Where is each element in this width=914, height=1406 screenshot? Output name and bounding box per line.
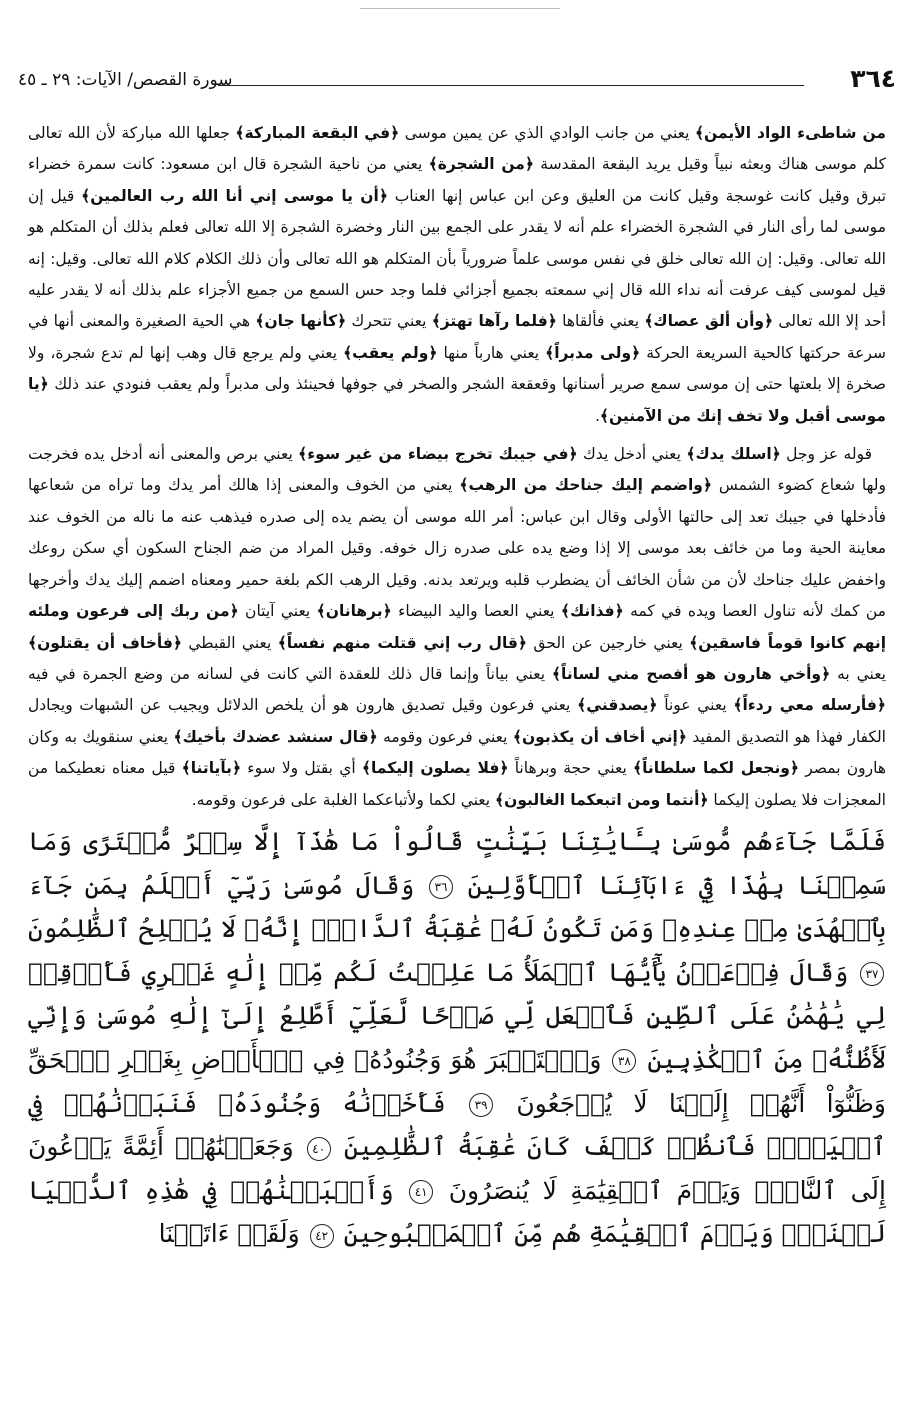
quran-quote: ﴿من الشجرة﴾ xyxy=(428,155,534,174)
ayah-number-marker: ٤٢ xyxy=(310,1224,334,1248)
quran-text-block xyxy=(28,820,886,1256)
commentary-text: يعني لكما ولأتباعكما الغلبة على فرعون وقومه. xyxy=(191,790,496,809)
quran-quote: من شاطىء الواد الأيمن﴾ xyxy=(694,124,886,142)
quran-quote: ﴿إني أخاف أن يكذبون﴾ xyxy=(512,727,687,746)
commentary-text: يعني ولم يرجع قال وهب إنها لم تدع شجرة، ولا صخرة إلا بلعتها حتى إن موسى سمع صرير أسنانها وقعقعة الشجر والصخر في جوفها فحينئذ ولى مدبراً ولم يعقب فنودي عند ذلك xyxy=(28,343,886,394)
quran-quote: ﴿اسلك يدك﴾ xyxy=(686,445,781,464)
commentary-text: يعني به xyxy=(830,664,886,683)
page-number: ٣٦٤ xyxy=(850,64,896,93)
ayah-number-marker: ٣٩ xyxy=(469,1093,493,1117)
header-rule xyxy=(218,85,804,86)
commentary-text: جعلها الله مباركة لأن الله تعالى كلم موسى هناك وبعثه نبياً وقيل يريد البقعة المقدسة xyxy=(28,124,886,174)
quran-quote: ﴿بآياتنا﴾ xyxy=(181,759,242,778)
quran-quote: ﴿واضمم إليك جناحك من الرهب﴾ xyxy=(459,476,712,495)
ayah-text: وَٱسۡتَكۡبَرَ هُوَ وَجُنُودُهُۥ فِي ٱلۡأَرۡضِ بِغَيۡرِ ٱلۡحَقِّ وَظَنُّوٓاْ أَنَّهُمۡ إِلَيۡنَا لَا يُرۡجَعُونَ xyxy=(28,1044,886,1118)
ayah-number-marker: ٤٠ xyxy=(307,1137,331,1161)
ayah-text: وَجَعَلۡنَٰهُمۡ أَئِمَّةً يَدۡعُونَ إِلَى ٱلنَّارِۖ وَيَوۡمَ ٱلۡقِيَٰمَةِ لَا يُنصَرُونَ xyxy=(28,1132,886,1205)
commentary-text: يعني حجة وبرهاناً xyxy=(508,759,634,778)
quran-quote: ﴿فأخاف أن يقتلون﴾ xyxy=(28,633,182,652)
quran-quote: ﴿فلما رآها تهتز﴾ xyxy=(431,312,557,331)
quran-quote: ﴿يصدقني﴾ xyxy=(577,696,658,715)
quran-quote: ﴿في البقعة المباركة﴾ xyxy=(235,124,400,142)
commentary-text: يعني آيتان xyxy=(238,602,317,621)
commentary-text: قيل معناه نعطيكما من المعجزات فلا يصلون إليكما xyxy=(28,759,886,809)
commentary-text: يعني فألقاها xyxy=(556,312,645,331)
commentary-text: يعني تتحرك xyxy=(346,312,432,331)
commentary-text: يعني سنقويك به وكان هارون بمصر xyxy=(28,727,887,778)
commentary-text: يعني القبطي xyxy=(181,633,278,652)
commentary-paragraph-2 xyxy=(28,439,886,816)
commentary-text: قوله عز وجل xyxy=(780,445,872,464)
ayah-text: وَأَتۡبَعۡنَٰهُمۡ فِي هَٰذِهِ ٱلدُّنۡيَا لَعۡنَةًۖ وَيَوۡمَ ٱلۡقِيَٰمَةِ هُم مِّنَ ٱلۡمَقۡبُوحِينَ xyxy=(28,1175,886,1249)
commentary-text: أي بقتل ولا سوء xyxy=(241,759,362,778)
ayah-number-marker: ٣٨ xyxy=(612,1049,636,1073)
ayah-text: وَقَالَ مُوسَىٰ رَبِّيٓ أَعۡلَمُ بِمَن جَآءَ بِٱلۡهُدَىٰ مِنۡ عِندِهِۦ وَمَن تَكُونُ لَهُۥ عَٰقِبَةُ ٱلدَّارِۖ إِنَّهُۥ لَا يُفۡلِحُ ٱلظَّٰلِمُونَ xyxy=(28,870,886,944)
quran-quote: ﴿وأخي هارون هو أفصح مني لساناً﴾ xyxy=(551,664,831,683)
quran-quote: ﴿قال سنشد عضدك بأخيك﴾ xyxy=(173,727,378,746)
running-title: سورة القصص/ الآيات: ٢٩ ـ ٤٥ xyxy=(18,70,233,90)
ayah-number-marker: ٤١ xyxy=(409,1180,433,1204)
quran-quote: ﴿وأن ألق عصاك﴾ xyxy=(644,312,774,331)
commentary-text: يعني هارباً منها xyxy=(437,343,546,362)
quran-quote: ﴿في جيبك تخرج بيضاء من غير سوء﴾ xyxy=(298,445,578,464)
commentary-text: يعني أدخل يدك xyxy=(577,445,687,464)
commentary-text: يعني من جانب الوادي الذي عن يمين موسى xyxy=(399,124,695,142)
commentary-text: يعني برص والمعنى أنه أدخل يده فخرجت ولها شعاع كضوء الشمس xyxy=(28,445,886,495)
ayah-text: وَلَقَدۡ ءَاتَيۡنَا xyxy=(158,1219,300,1249)
quran-quote: ﴿برهانان﴾ xyxy=(316,602,392,621)
ayah-number-marker: ٣٦ xyxy=(429,875,453,899)
commentary-text: يعني العصا واليد البيضاء xyxy=(391,602,561,621)
ayah-text: فَأَخَذۡنَٰهُ وَجُنُودَهُۥ فَنَبَذۡنَٰهُمۡ فِي ٱلۡيَمِّۖ فَٱنظُرۡ كَيۡفَ كَانَ عَٰقِبَةُ ٱلظَّٰلِمِينَ xyxy=(28,1088,886,1162)
quran-quote: ﴿ونجعل لكما سلطاناً﴾ xyxy=(633,759,799,778)
quran-quote: ﴿كأنها جان﴾ xyxy=(255,312,347,331)
commentary-text: يعني فرعون وقيل تصديق هارون هو أن يلخص الدلائل ويجيب عن الشبهات ويجادل الكفار فهذا هو التصديق المفيد xyxy=(28,696,886,746)
commentary-text: يعني من ناحية الشجرة قال ابن مسعود: كانت سمرة خضراء تبرق وقيل كانت غوسجة وقيل كانت من العليق وعن ابن عباس إنها العناب xyxy=(28,155,887,205)
commentary-text: يعني من الخوف والمعنى إذا هالك أمر يدك وما تراه من شعاعها فأدخلها في جيبك تعد إلى حالتها الأولى وقال ابن عباس: أمر الله موسى أن يضم يده إلى صدره فيذهب عنه ما ناله من الخوف عند معاينة الحية وما من خائف بعد موسى إلا إذا وضع يده على صدره زال خوفه. وقيل المراد من ضم الجناح السكون أي سكن روعك واخفض عليك جناحك لأن من شأن الخائف أن يضطرب قلبه ويرتعد بدنه. وقيل الرهب الكم بلغة حمير ومعناه اضمم إليك يدك وأخرجها من كمك لأنه تناول العصا ويده في كمه xyxy=(28,476,886,621)
commentary-text: يعني فرعون وقومه xyxy=(377,727,513,746)
quran-quote: ﴿قال رب إني قتلت منهم نفساً﴾ xyxy=(277,633,528,652)
page-body xyxy=(28,118,886,1256)
quran-quote: ﴿أن يا موسى إني أنا الله رب العالمين﴾ xyxy=(81,186,388,205)
quran-quote: ﴿فلا يصلون إليكما﴾ xyxy=(361,759,509,778)
quran-quote: ﴿فذانك﴾ xyxy=(560,602,624,621)
quran-quote: ﴿يا موسى أقبل ولا تخف إنك من الآمنين﴾ xyxy=(28,375,886,425)
commentary-paragraph-1 xyxy=(28,118,886,432)
ayah-number-marker: ٣٧ xyxy=(860,962,884,986)
commentary-text: هي الحية الصغيرة والمعنى أنها في سرعة حركتها كالحية السريعة الحركة xyxy=(28,312,886,362)
quran-quote: ﴿ولم يعقب﴾ xyxy=(343,343,438,362)
page-header xyxy=(18,64,896,100)
commentary-text: يعني بياناً وإنما قال ذلك للعقدة التي كانت في لسانه من وضع الجمرة في فيه xyxy=(28,664,552,683)
quran-quote: ﴿أنتما ومن اتبعكما الغالبون﴾ xyxy=(495,790,709,809)
quran-quote: ﴿ولى مدبراً﴾ xyxy=(545,343,641,362)
commentary-text: قيل إن موسى لما رأى النار في الشجرة الخضراء علم أنه لا يقدر على الجمع بين النار وخضرة الشجرة إلا الله تعالى فعلم بذلك أن المتكلم هو الله تعالى. وقيل: إن الله تعالى خلق في نفس موسى علماً ضرورياً بأن المتكلم هو الله تعالى وأن ذلك الكلام كلام الله تعالى. وقيل: إنه قيل لموسى كيف عرفت أنه نداء الله قال إني سمعته بجميع أجزائي فلما وجد حس السمع من جميع الأجزاء علم بذلك أنه لا يقدر عليه أحد إلا الله تعالى xyxy=(28,186,886,331)
ayah-text: فَلَمَّا جَآءَهُم مُّوسَىٰ بِـَٔايَٰتِنَا بَيِّنَٰتٍ قَالُواْ مَا هَٰذَآ إِلَّا سِحۡرٌ مُّفۡتَرًى وَمَا سَمِعۡنَا بِهَٰذَا فِيٓ ءَابَآئِنَا ٱلۡأَوَّلِينَ xyxy=(28,826,886,900)
top-rule xyxy=(360,8,560,9)
ayah-text: وَقَالَ فِرۡعَوۡنُ يَٰٓأَيُّهَا ٱلۡمَلَأُ مَا عَلِمۡتُ لَكُم مِّنۡ إِلَٰهٍ غَيۡرِي فَأَوۡقِدۡ لِي يَٰهَٰمَٰنُ عَلَى ٱلطِّينِ فَٱجۡعَل لِّي صَرۡحًا لَّعَلِّيٓ أَطَّلِعُ إِلَىٰٓ إِلَٰهِ مُوسَىٰ وَإِنِّي لَأَظُنُّهُۥ مِنَ ٱلۡكَٰذِبِينَ xyxy=(28,957,887,1074)
quran-quote: ﴿من ربك إلى فرعون وملئه إنهم كانوا قوماً فاسقين﴾ xyxy=(28,602,887,652)
quran-quote: ﴿فأرسله معي ردءاً﴾ xyxy=(733,696,886,715)
commentary-text: يعني خارجين عن الحق xyxy=(527,633,690,652)
commentary-text: يعني عوناً xyxy=(657,696,734,715)
commentary-text: . xyxy=(594,406,600,425)
